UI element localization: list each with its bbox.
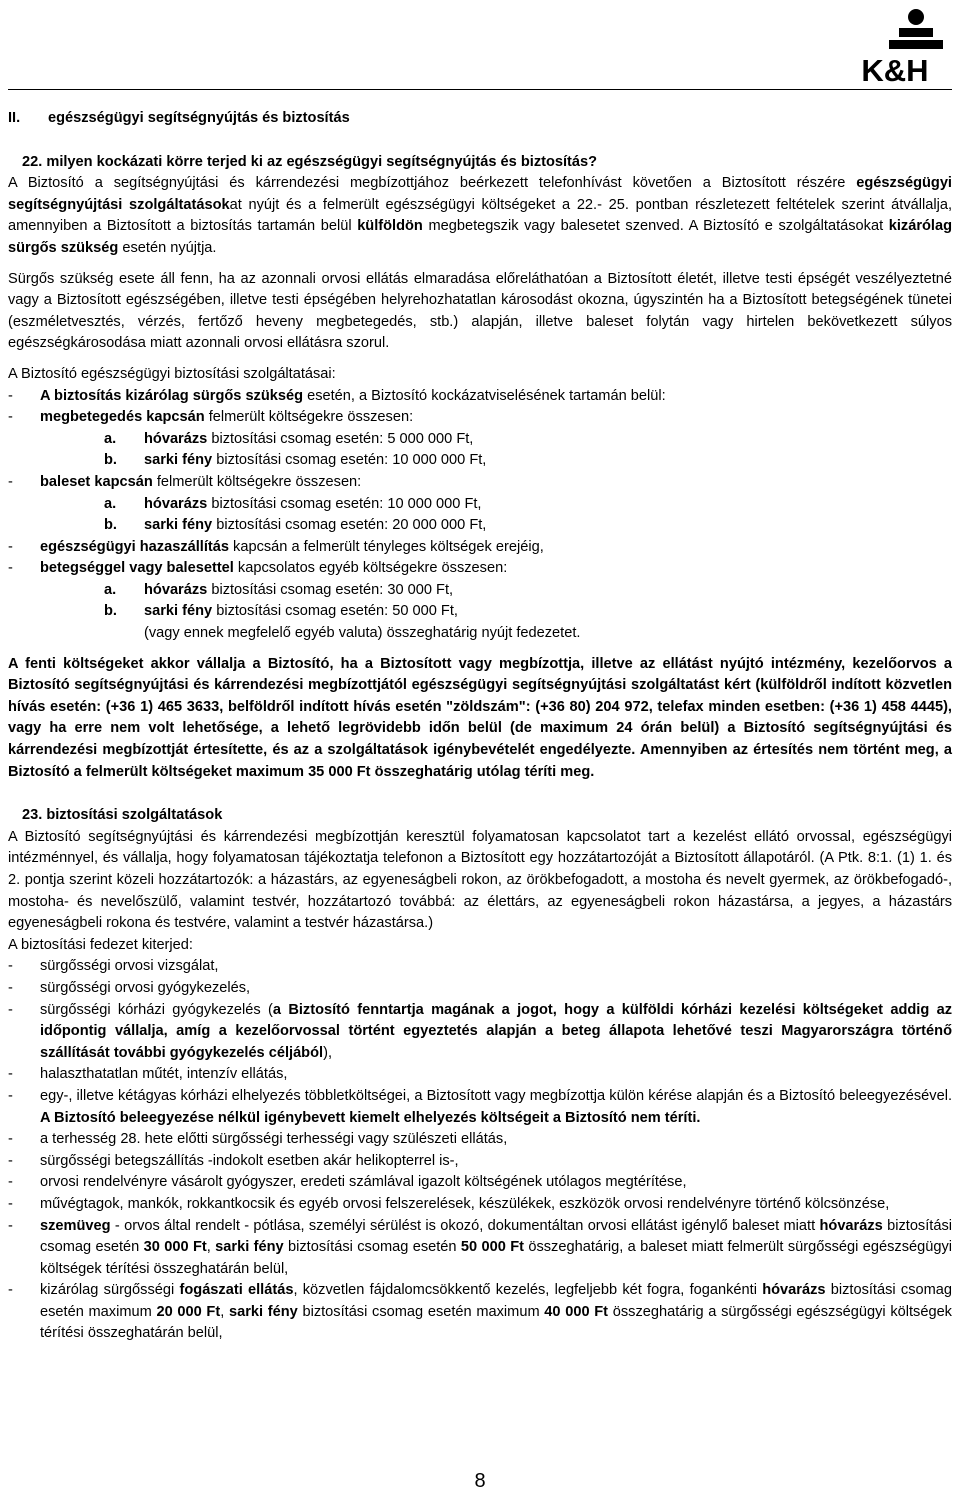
services-intro: A Biztosító egészségügyi biztosítási szolgáltatásai: — [8, 365, 336, 382]
sub-item: a. hóvarázs biztosítási csomag esetén: 5 000 000 Ft, — [104, 430, 474, 447]
document-body — [8, 108, 952, 1345]
list-item: - A biztosítás kizárólag sürgős szükség esetén, a Biztosító kockázatviselésének tartamán belül: — [8, 387, 666, 404]
section-number: II. — [8, 110, 21, 126]
list-item: - betegséggel vagy balesettel kapcsolatos egyéb költségekre összesen: — [8, 560, 508, 577]
section-title: egészségügyi segítségnyújtás és biztosítás — [48, 110, 350, 126]
list-item: - egy-, illetve kétágyas kórházi elhelyezés többletköltségei, a Biztosított vagy megbízottja külön kérése alapján és a Biztosító beleegyezésével. A Biztosító beleegyezése nélkül igénybevett kiemelt elhelyezés költségeit a Biztosító nem téríti. — [8, 1087, 952, 1126]
list-item: - baleset kapcsán felmerült költségekre összesen: — [8, 473, 362, 490]
list-item: - orvosi rendelvényre vásárolt gyógyszer, eredeti számlával igazolt költségének utólagos megtérítése, — [8, 1174, 687, 1191]
kh-logo — [843, 4, 948, 84]
list-item: - sürgősségi orvosi gyógykezelés, — [8, 979, 251, 996]
paragraph-urgent-need: Sürgős szükség esete áll fenn, ha az azonnali orvosi ellátás elmaradása előreláthatóan a Biztosított életét, illetve testi épségét veszélyeztetné vagy a Biztosított egészségében, illetve testi épségében helyrehozhatatlan károsodást okozna, úgyszintén ha a Biztosított betegségének tünetei (eszméletvesztés, vérzés, fertőző heveny megbetegedés, stb.) alapján, illetve baleset folytán vagy hirtelen bekövetkezett súlyos egészségkárosodása miatt azonnali orvosi ellátásra szorul. — [8, 270, 952, 352]
list-item: - művégtagok, mankók, rokkantkocsik és egyéb orvosi felszerelések, készülékek, eszközök orvosi rendelvényre történő kölcsönzése, — [8, 1195, 890, 1212]
page-number: 8 — [474, 1470, 486, 1492]
coverage-intro: A biztosítási fedezet kiterjed: — [8, 936, 193, 953]
sub-item: b. sarki fény biztosítási csomag esetén: 50 000 Ft, — [104, 603, 458, 620]
sub-item-note: (vagy ennek megfelelő egyéb valuta) összeghatárig nyújt fedezetet. — [144, 625, 581, 642]
list-item: - szemüveg - orvos által rendelt - pótlása, személyi sérülést is okozó, dokumentáltan orvosi ellátást igénylő baleset miatt hóvarázs biztosítási csomag esetén 30 000 Ft, sarki fény biztosítási csomag esetén 50 000 Ft összeghatárig, a baleset miatt felmerült sürgősségi egészségügyi költségek térítési összeghatárán belül, — [8, 1217, 953, 1277]
list-item: - sürgősségi orvosi vizsgálat, — [8, 958, 219, 975]
sub-item: b. sarki fény biztosítási csomag esetén: 20 000 000 Ft, — [104, 517, 487, 534]
sub-item: a. hóvarázs biztosítási csomag esetén: 30 000 Ft, — [104, 581, 454, 598]
logo-text: K&H — [861, 53, 929, 84]
list-item: - a terhesség 28. hete előtti sürgősségi terhességi vagy szülészeti ellátás, — [8, 1131, 508, 1148]
list-item: - halaszthatatlan műtét, intenzív ellátás, — [8, 1066, 288, 1083]
list-item: - kizárólag sürgősségi fogászati ellátás, közvetlen fájdalomcsökkentő kezelés, legfeljebb két fogra, fogankénti hóvarázs biztosítási csomag esetén maximum 20 000 Ft, sarki fény biztosítási csomag esetén maximum 40 000 Ft összeghatárig a sürgősségi egészségügyi költségek térítési összeghatárán belül, — [8, 1282, 952, 1342]
sub-item: a. hóvarázs biztosítási csomag esetén: 10 000 000 Ft, — [104, 495, 482, 512]
paragraph-22-intro: A Biztosító a segítségnyújtási és kárrendezési megbízottjához beérkezett telefonhívást követően a Biztosított részére egészségügyi segítségnyújtási szolgáltatásokat nyújt és a felmerült egészségügyi költségeket a 22.- 25. pontban részletezett feltételek szerint átvállalja, amennyiben a Biztosított a biztosítás tartamán belül külföldön megbetegszik vagy balesetet szenved. A Biztosító e szolgáltatásokat kizárólag sürgős szükség esetén nyújtja. — [8, 175, 953, 256]
list-item: - sürgősségi betegszállítás -indokolt esetben akár helikopterrel is-, — [8, 1152, 459, 1169]
list-item: - egészségügyi hazaszállítás kapcsán a felmerült tényleges költségek erejéig, — [8, 538, 544, 555]
list-item: - megbetegedés kapcsán felmerült költségekre összesen: — [8, 409, 414, 426]
paragraph-23-intro: A Biztosító segítségnyújtási és kárrendezési megbízottján keresztül folyamatosan kapcsolatot tart a kezelést ellátó orvossal, egészségügyi intézménnyel, és vállalja, hogy folyamatosan tájékoztatja telefonon a Biztosított egy hozzátartozóját a Biztosított állapotáról. (A Ptk. 8:1. (1) 1. és 2. pontja szerint közeli hozzátartozók: a házastárs, az egyeneságbeli rokon, az örökbefogadott, a mostoha és nevelt gyermek, az örökbefogadó-, mostoha- és nevelőszülő, valamint testvér, hozzátartozó továbbá: az élettárs, az egyeneságbeli rokon házastársa, a jegyes, a házastárs egyeneságbeli rokona és testvére, valamint a testvér házastársa.) — [8, 828, 952, 932]
section-heading — [8, 108, 952, 130]
sub-item: b. sarki fény biztosítási csomag esetén: 10 000 000 Ft, — [104, 452, 487, 469]
heading-23: 23. biztosítási szolgáltatások — [22, 807, 223, 824]
header-rule — [8, 89, 952, 90]
heading-22: 22. milyen kockázati körre terjed ki az egészségügyi segítségnyújtás és biztosítás? — [22, 153, 598, 170]
paragraph-conditions: A fenti költségeket akkor vállalja a Biztosító, ha a Biztosított vagy megbízottja, illetve az ellátást nyújtó intézmény, kezelőorvos a Biztosító segítségnyújtási és kárrendezési megbízottjától egészségügyi segítségnyújtási szolgáltatást kért (külföldről indított közvetlen hívás esetén: (+36 1) 465 3633, belföldről indított hívás esetén "zöldszám": (+36 80) 204 972, telefax minden esetben: (+36 1) 458 4445), vagy ha erre nem volt lehetősége, a lehető legrövidebb időn belül (de maximum 24 órán belül) a Biztosító segítségnyújtási és kárrendezési megbízottját értesítette, és az a szolgáltatások igénybevételét engedélyezte. Amennyiben az értesítés nem történt meg, a Biztosító a felmerült költségeket maximum 35 000 Ft összeghatárig utólag téríti meg. — [8, 655, 952, 780]
list-item: - sürgősségi kórházi gyógykezelés (a Biztosító fenntartja magának a jogot, hogy a külföldi kórházi kezelési költségeket addig az időpontig vállalja, amíg a kezelőorvossal történt egyeztetés alapján a beteg állapota lehetővé teszi Magyarországra történő szállítását további gyógykezelés céljából), — [8, 1001, 952, 1061]
